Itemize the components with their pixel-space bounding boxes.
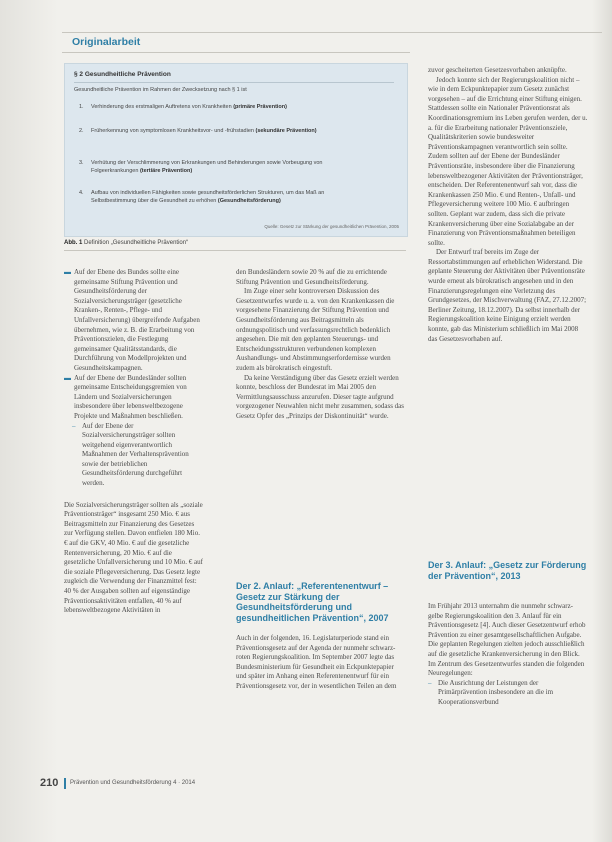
body-paragraph: zuvor gescheiterten Gesetzesvorhaben anknüpfte. <box>428 66 567 74</box>
box-title: § 2 Gesundheitliche Prävention <box>74 71 171 78</box>
body-paragraph: den Bundesländern sowie 20 % auf die zu errichtende Stiftung Prävention und Gesundheitsförderung. <box>236 268 387 286</box>
box-item-term: (primäre Prävention) <box>233 104 287 110</box>
box-rule <box>74 82 394 83</box>
header-rule <box>62 32 602 33</box>
page-number: 210 <box>40 777 59 789</box>
bullet-dash-icon: ▬ <box>64 373 71 382</box>
box-intro: Gesundheitliche Prävention im Rahmen der Zwecksetzung nach § 1 ist <box>74 87 247 93</box>
left-column <box>64 268 204 616</box>
box-item-text: Verhütung der Verschlimmerung von Erkrankungen und Behinderungen sowie Vorbeugung von Folgeerkrankungen <box>91 160 323 174</box>
section-heading: Der 3. Anlauf: „Gesetz zur Förderung der Prävention“, 2013 <box>428 560 587 581</box>
definition-box <box>64 63 408 237</box>
figure-caption-text: Definition „Gesundheitliche Prävention“ <box>84 240 189 246</box>
box-item <box>79 159 351 175</box>
body-paragraph: Jedoch konnte sich der Regierungskoalition nicht – wie in dem Eckpunktepapier zum Gesetz zunächst vorgesehen – auf die Errichtung einer Stiftung einigen. Stattdessen sollte ein Nationaler Präventionsrat als Koordinationsgremium ins Leben gerufen werden, der u. a. für die Erarbeitung nationaler Präventionsziele, Qualitätskriterien sowie bundesweiter Präventionskampagnen verantwortlich sein sollte. Zudem sollten auf der Ebene der Bundesländer Präventionsräte, insbesondere über die Finanzierung lebensweltbezogener Aktivitäten der Präventionsträger, entscheiden. Der Referentenentwurf sah vor, dass die Krankenkassen 250 Mio. € und Renten-, Unfall- und Pflegeversicherung weitere 100 Mio. € aufbringen sollten. Geplant war zudem, dass sich die private Krankenversicherung über eine Sozialabgabe an der Finanzierung von Präventionsmaßnahmen beteiligen sollte. <box>428 75 588 247</box>
figure-caption <box>64 240 188 246</box>
box-item <box>79 127 351 135</box>
body-paragraph: Der Entwurf traf bereits im Zuge der Ressortabstimmungen auf erheblichen Widerstand. Die geplante Steuerung der Aktivitäten über Präventionsräte wurde erneut als bürokratisch angesehen und in den Finanzierungsregelungen eine Verletzung des Grundgesetzes, der Mischverwaltung (FAZ, 27.12.2007; Berliner Zeitung, 18.12.2007). Da selbst innerhalb der Regierungskoalition keine Einigung erzielt werden konnte, gab das Ministerium schließlich im Mai 2008 das Gesetzesvorhaben auf. <box>428 248 587 343</box>
middle-column-continued <box>236 634 406 692</box>
body-paragraph: Da keine Verständigung über das Gesetz erzielt werden konnte, beschloss der Bundesrat im Mai 2005 den Vermittlungsausschuss anzurufen. Dieser tagte aufgrund vorgezogener Neuwahlen nicht mehr zusammen, sodass das Gesetz Opfer des „Prinzips der Diskontinuität“ wurde. <box>236 373 405 420</box>
box-item-term: (sekundäre Prävention) <box>255 128 317 134</box>
caption-rule <box>64 250 406 251</box>
footer-divider <box>64 778 66 789</box>
box-item <box>79 189 351 205</box>
list-item-text: Auf der Ebene des Bundes sollte eine gemeinsame Stiftung Prävention und Gesundheitsförderung der Sozialversicherungsträger (gesetzliche Kranken-, Renten-, Pflege- und Unfallversicherung) übergreifende Aufgaben übernehmen, wie z. B. die Erarbeitung von Präventionszielen, die Festlegung gemeinsamer Qualitätsstandards, die Durchführung von Modellprojekten und Gesundheitskampagnen. <box>74 268 200 372</box>
list-item <box>428 679 588 708</box>
box-item-number: 4. <box>79 190 84 196</box>
body-paragraph: Im Frühjahr 2013 unternahm die nunmehr schwarz-gelbe Regierungskoalition den 3. Anlauf für ein Präventionsgesetz [4]. Auch dieser Gesetzentwurf erhob Prävention zu einer gesamtgesellschaftlichen Aufgabe. Die geplanten Regelungen zielten jedoch ausschließlich auf die gesetzliche Krankenversicherung in den Blick. Im Zentrum des Gesetzentwurfes standen die folgenden Neuregelungen: <box>428 602 586 678</box>
journal-reference: Prävention und Gesundheitsförderung 4 · 2014 <box>70 780 196 786</box>
bullet-dash-icon: – <box>428 678 432 687</box>
page-gutter-shadow <box>0 0 58 842</box>
list-item-text: Die Ausrichtung der Leistungen der Primärprävention insbesondere an die im Kooperationsverbund <box>438 678 554 706</box>
body-paragraph: Auch in der folgenden, 16. Legislaturperiode stand ein Präventionsgesetz auf der Agenda der nunmehr schwarz-roten Regierungskoalition. Im September 2007 legte das Bundesministerium für Gesundheit ein Eckpunktepapier und später im Anhang einen Referentenentwurf für ein Präventionsgesetz vor, der in wesentlichen Teilen an dem <box>236 634 397 690</box>
list-item <box>64 422 204 489</box>
box-source: Quelle: Gesetz zur Stärkung der gesundheitlichen Prävention, 2005 <box>264 224 399 229</box>
list-item <box>64 268 204 374</box>
bullet-dash-icon: – <box>72 421 76 430</box>
section-heading: Der 2. Anlauf: „Referentenentwurf – Gesetz zur Stärkung der Gesundheitsförderung und gesundheitlichen Prävention“, 2007 <box>236 581 389 623</box>
middle-column <box>236 268 406 422</box>
box-item-text: Aufbau von individuellen Fähigkeiten sowie gesundheitsförderlichen Strukturen, um das Maß an Selbstbestimmung über die Gesundheit zu erhöhen <box>91 190 325 204</box>
right-column-continued <box>428 602 588 708</box>
box-item-term: (tertiäre Prävention) <box>139 168 193 174</box>
header-subrule <box>62 52 410 53</box>
box-item-number: 2. <box>79 128 84 134</box>
box-item-number: 1. <box>79 104 84 110</box>
box-item <box>79 103 351 111</box>
list-item-text: Auf der Ebene der Bundesländer sollten gemeinsame Entscheidungsgremien von Ländern und Sozialversicherungen insbesondere über lebensweltbezogene Projekte und Maßnahmen beschließen. <box>74 373 187 420</box>
list-item-text: Auf der Ebene der Sozialversicherungsträger sollten weitgehend eigenverantwortlich Maßnahmen der Verhaltensprävention sowie der betrieblichen Gesundheitsförderung durchgeführt werden. <box>82 421 189 488</box>
page-edge-shadow <box>592 0 612 842</box>
box-item-number: 3. <box>79 160 84 166</box>
bullet-dash-icon: ▬ <box>64 268 71 276</box>
box-item-term: (Gesundheitsförderung) <box>217 198 281 204</box>
list-item <box>64 374 204 422</box>
box-item-text: Früherkennung von symptomlosen Krankheitsvor- und -frühstadien <box>91 128 254 134</box>
figure-label: Abb. 1 <box>64 240 83 246</box>
section-label: Originalarbeit <box>72 36 141 48</box>
right-column <box>428 66 588 344</box>
body-paragraph: Im Zuge einer sehr kontroversen Diskussion des Gesetzentwurfes wurde u. a. von den Krankenkassen die vorgesehene Finanzierung der Stiftung Prävention und Gesundheitsförderung aus Beitragsmitteln als ordnungspolitisch und verfassungsrechtlich bedenklich angesehen. Die mit den geplanten Steuerungs- und Entscheidungsstrukturen verbundenen komplexen Aushandlungs- und Abstimmungserfordernisse wurden zudem als bürokratisch eingestuft. <box>236 287 395 372</box>
body-paragraph: Die Sozialversicherungsträger sollten als „soziale Präventionsträger“ insgesamt 250 Mio. € aus Beitragsmitteln zur Finanzierung des Gesetzes zur Verfügung stellen. Davon entfielen 180 Mio. € auf die GKV, 40 Mio. € auf die gesetzliche Rentenversicherung, 20 Mio. € auf die gesetzliche Unfallversicherung und 10 Mio. € auf die soziale Pflegeversicherung. Das Gesetz legte zugleich die Verwendung der Finanzmittel fest: 40 % der Ausgaben sollten auf eigenständige Präventionsaktivitäten entfallen, 40 % auf lebensweltbezogene Aktivitäten in <box>64 500 203 615</box>
box-item-text: Verhinderung des erstmaligen Auftretens von Krankheiten <box>91 104 232 110</box>
